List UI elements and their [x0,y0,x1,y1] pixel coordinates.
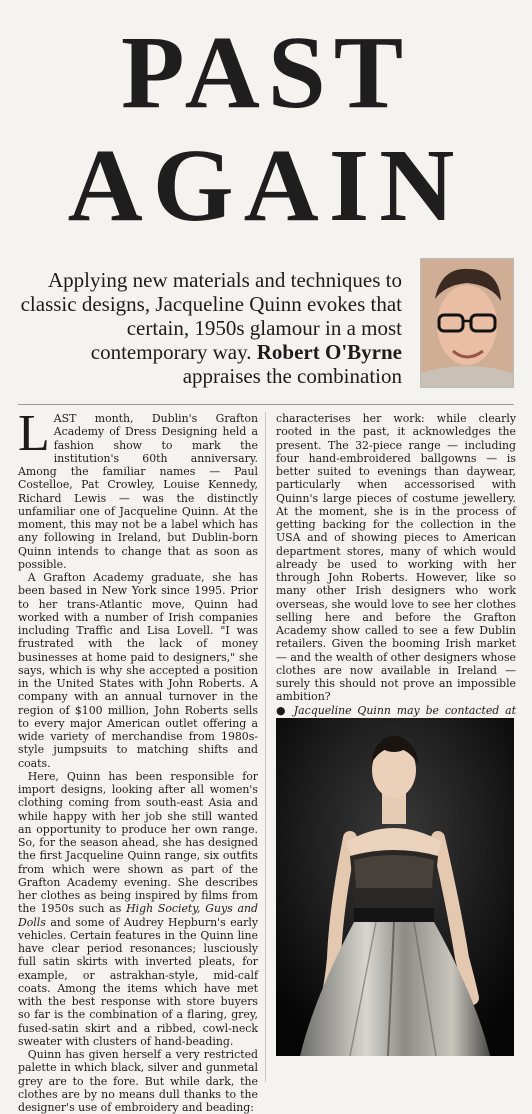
bullet: ● [276,703,288,717]
article-paragraph: LAST month, Dublin's Grafton Academy of Dress Designing held a fashion show to mark the institution's 60th anniversary. Among the familiar names — Paul Costelloe, Pat Crowley, Louise Kennedy, Richard Lewis — was the distinctly unfamiliar one of Jacqueline Quinn. At the moment, this may not be a label which has any following in Ireland, but Dublin-born Quinn intends to change that as soon as possible. [18,405,258,571]
headline-line-2: AGAIN [67,128,465,243]
article-paragraph: Quinn has given herself a very restricted palette in which black, silver and gunmetal grey are to the fore. But while dark, the clothes are by no means dull thanks to the designer's use of embroidery and beading: [18,1048,258,1114]
headline [0,15,532,243]
contact-text: Jacqueline Quinn may be contacted at [293,703,516,717]
film-titles: High Society, Guys and Dolls [18,902,258,929]
article-column-right [276,412,516,717]
article-column-left [18,405,258,1114]
standfirst-author: Robert O'Byrne [256,340,402,364]
article-paragraph: Here, Quinn has been responsible for import designs, looking after all women's clothing coming from south-east Asia and while happy with her job she still wanted an opportunity to produce her own range. So, for the season ahead, she has designed the first Jacqueline Quinn range, six outfits from which were shown as part of the Grafton Academy evening. She describes her clothes as being inspired by films from the 1950s such as High Society, Guys and Dolls and some of Audrey Hepburn's early vehicles. Certain features in the Quinn line have clear period resonances; lusciously full satin skirts with inverted pleats, for example, or astrakhan-style, mid-calf coats. Among the items which have met with the best response with store buyers so far is the combination of a flaring, grey, fused-satin skirt and a ribbed, cowl-neck sweater with clusters of hand-beading. [18,769,258,1048]
section-divider [18,404,514,405]
runway-photo [276,718,514,1056]
standfirst-tail: appraises the combination [182,364,402,388]
article-paragraph: characterises her work: while clearly rooted in the past, it acknowledges the present. The 32-piece range — including four hand-embroidered ballgowns — is better suited to evenings than daywear, particularly when accessorised with Quinn's large pieces of costume jewellery. At the moment, she is in the process of getting backing for the collection in the USA and of showing pieces to American department stores, many of which would already be used to working with her through John Roberts. However, like so many other Irish designers who work overseas, she would love to see her clothes selling here and before the Grafton Academy show called to see a few Dublin retailers. Given the booming Irish market — and the wealth of other designers whose clothes are now available in Ireland — surely this should not prove an impossible ambition? [276,412,516,704]
standfirst [18,268,402,388]
author-portrait [420,258,514,388]
drop-cap: L [18,405,50,462]
standfirst-text: Applying new materials and techniques to classic designs, Jacqueline Quinn evokes that certain, 1950s glamour in a most contemporary way. [20,268,402,364]
article-paragraph: A Grafton Academy graduate, she has been based in New York since 1995. Prior to her trans-Atlantic move, Quinn had worked with a number of Irish companies including Traffic and Lisa Lovell. "I was frustrated with the lack of money businesses at home paid to designers," she says, which is why she accepted a position in the United States with John Roberts. A company with an annual turnover in the region of $100 million, John Roberts sells to every major American outlet offering a wide variety of merchandise from 1980s-style jumpsuits to matching shifts and coats. [18,571,258,770]
headline-line-1: PAST [120,15,412,130]
column-rule [265,412,266,1082]
